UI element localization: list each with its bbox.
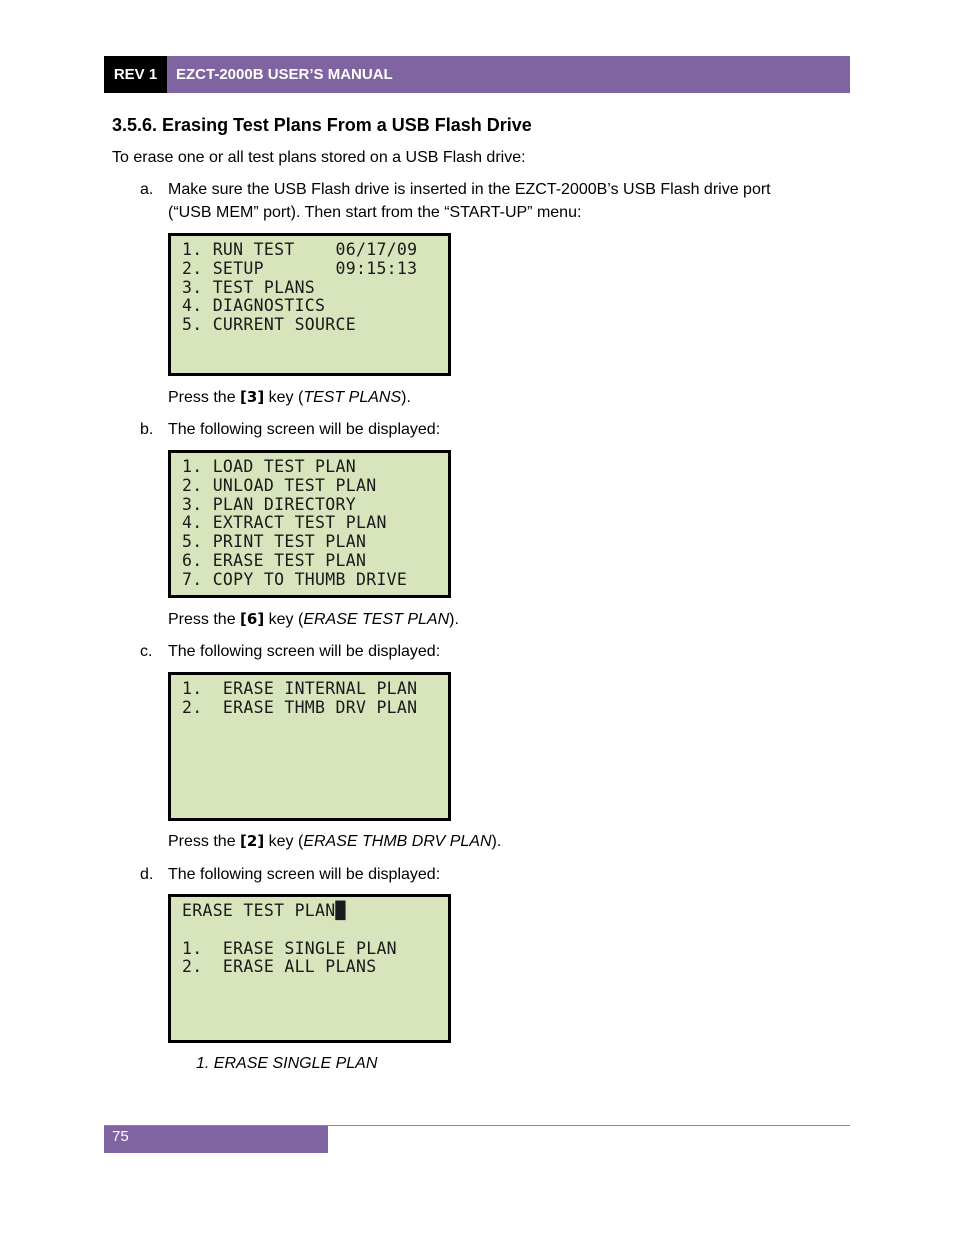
lcd-erase-test-plan-menu [168, 894, 451, 1043]
lcd-line [171, 736, 448, 755]
lcd-line [171, 921, 448, 940]
step-c-text: The following screen will be displayed: [168, 643, 441, 660]
lcd-test-plans-menu [168, 450, 451, 598]
press-mid: key ( [264, 389, 304, 406]
lcd-line: 1. RUN TEST 06/17/09 [182, 240, 418, 259]
press-prefix: Press the [168, 611, 241, 628]
press-suffix: ). [491, 833, 502, 850]
lcd-line [171, 354, 448, 373]
step-d-text: The following screen will be displayed: [168, 866, 441, 883]
lcd-line: 1. LOAD TEST PLAN [182, 457, 356, 476]
lcd-lines [171, 236, 448, 373]
lcd-line: ERASE TEST PLAN█ [182, 901, 346, 920]
key-6: [6] [240, 610, 265, 628]
intro-text: To erase one or all test plans stored on a USB Flash drive: [112, 149, 526, 166]
lcd-line [171, 335, 448, 354]
step-a-line2: (“USB MEM” port). Then start from the “START-UP” menu: [168, 204, 582, 221]
lcd-line [171, 977, 448, 996]
key-description: ERASE TEST PLAN [303, 611, 450, 628]
lcd-line: 2. ERASE THMB DRV PLAN [182, 697, 418, 717]
press-prefix: Press the [168, 833, 241, 850]
section-title: 3.5.6. Erasing Test Plans From a USB Flash Drive [112, 115, 532, 135]
lcd-line: 2. ERASE ALL PLANS [182, 957, 377, 977]
key-description: ERASE THMB DRV PLAN [303, 833, 492, 850]
lcd-line [171, 793, 448, 812]
lcd-line: 1. ERASE INTERNAL PLAN [182, 679, 418, 698]
lcd-erase-menu [168, 672, 451, 821]
lcd-line: 3. PLAN DIRECTORY [182, 494, 356, 514]
press-suffix: ). [449, 611, 459, 628]
lcd-line: 1. ERASE SINGLE PLAN [182, 938, 397, 958]
step-c-letter: c. [140, 643, 153, 660]
step-c-instruction [168, 830, 501, 853]
lcd-line [171, 718, 448, 737]
lcd-lines [171, 675, 448, 812]
page-number: 75 [104, 1126, 328, 1153]
step-b-instruction [168, 608, 459, 631]
lcd-line: 2. UNLOAD TEST PLAN [182, 475, 377, 495]
step-a-letter: a. [140, 181, 154, 198]
press-prefix: Press the [168, 389, 241, 406]
key-2: [2] [240, 832, 265, 850]
lcd-line: 5. CURRENT SOURCE [182, 315, 356, 335]
lcd-line: 5. PRINT TEST PLAN [182, 532, 367, 552]
lcd-line: 2. SETUP 09:15:13 [182, 258, 418, 278]
manual-title: EZCT-2000B USER’S MANUAL [167, 56, 850, 93]
step-d-letter: d. [140, 866, 154, 883]
lcd-startup-menu [168, 233, 451, 376]
step-b-letter: b. [140, 421, 154, 438]
key-description: TEST PLANS [303, 389, 402, 406]
revision-label: REV 1 [104, 56, 167, 93]
lcd-line: 7. COPY TO THUMB DRIVE [182, 569, 408, 589]
sub-item-erase-single-plan: 1. ERASE SINGLE PLAN [196, 1055, 378, 1072]
page-header [104, 56, 850, 93]
key-3: [3] [240, 388, 265, 406]
press-mid: key ( [264, 611, 304, 628]
lcd-line: 3. TEST PLANS [182, 277, 316, 297]
press-mid: key ( [264, 833, 304, 850]
lcd-lines [171, 453, 448, 590]
step-a-line1: Make sure the USB Flash drive is inserted in the EZCT-2000B’s USB Flash drive port [168, 181, 771, 198]
lcd-line [171, 1015, 448, 1034]
lcd-line [171, 755, 448, 774]
lcd-line [171, 996, 448, 1015]
press-suffix: ). [401, 389, 411, 406]
lcd-line [171, 774, 448, 793]
step-b-text: The following screen will be displayed: [168, 421, 441, 438]
lcd-lines [171, 897, 448, 1034]
lcd-line: 4. DIAGNOSTICS [182, 296, 326, 316]
lcd-line: 6. ERASE TEST PLAN [182, 550, 367, 570]
lcd-line: 4. EXTRACT TEST PLAN [182, 513, 387, 533]
step-a-instruction [168, 386, 411, 409]
